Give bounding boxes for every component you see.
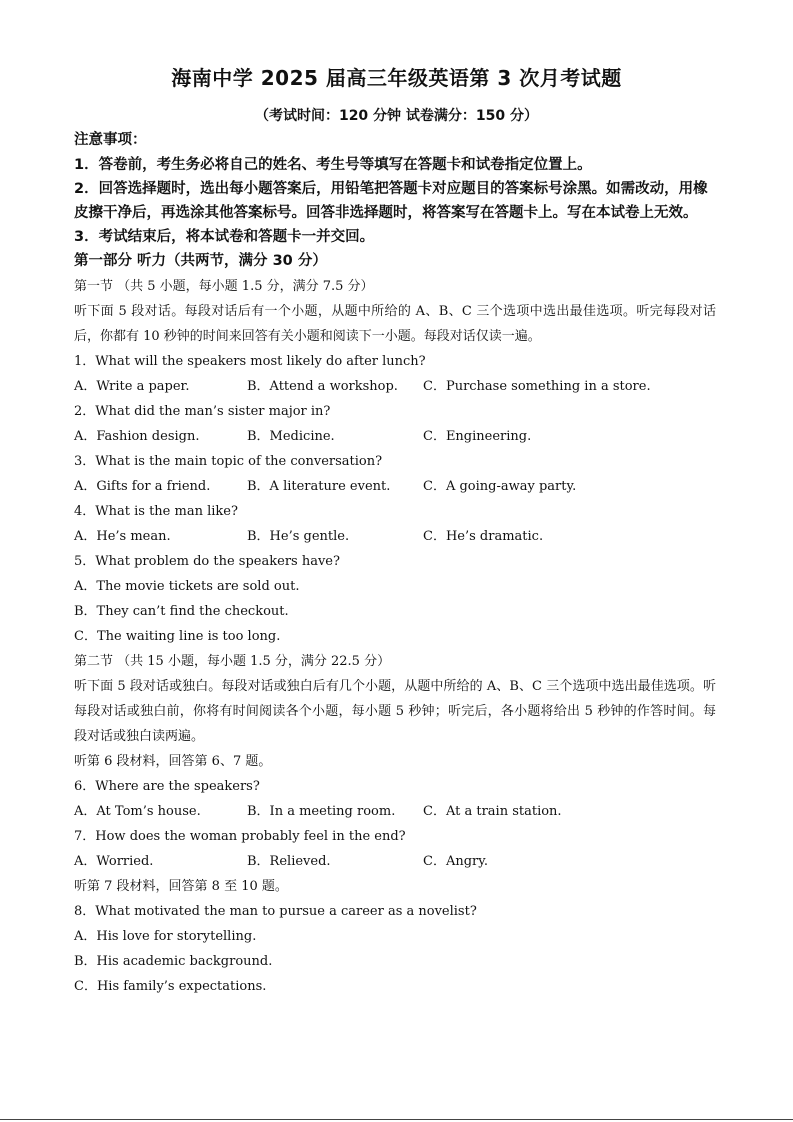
section2-heading: 第二节 （共 15 小题，每小题 1.5 分，满分 22.5 分） — [74, 654, 391, 669]
page-title: 海南中学 2025 届高三年级英语第 3 次月考试题 — [171, 66, 622, 90]
question-stem: 3．What is the main topic of the conversation? — [74, 454, 383, 469]
question-stem: 1．What will the speakers most likely do after lunch? — [74, 354, 426, 369]
part1-heading: 第一部分 听力（共两节，满分 30 分） — [74, 253, 327, 269]
option-b: B．Medicine. — [247, 429, 335, 444]
option-b: B．They can’t find the checkout. — [74, 604, 289, 619]
question-stem: 6．Where are the speakers? — [74, 779, 260, 794]
material-instruction: 听第 7 段材料，回答第 8 至 10 题。 — [74, 879, 288, 894]
question-stem: 7．How does the woman probably feel in the end? — [74, 829, 406, 844]
question-options — [74, 474, 724, 499]
exam-content — [74, 128, 724, 999]
notice-item: 2．回答选择题时，选出每小题答案后，用铅笔把答题卡对应题目的答案标号涂黑。如需改动，用橡皮擦干净后，再选涂其他答案标号。回答非选择题时，将答案写在答题卡上。写在本试卷上无效。 — [74, 181, 708, 221]
option-c: C．Engineering. — [423, 429, 532, 444]
option-c: C．A going-away party. — [423, 479, 577, 494]
option-a: A．The movie tickets are sold out. — [74, 579, 300, 594]
question-options — [74, 849, 724, 874]
section1-instructions: 听下面 5 段对话。每段对话后有一个小题，从题中所给的 A、B、C 三个选项中选出最佳选项。听完每段对话后，你都有 10 秒钟的时间来回答有关小题和阅读下一小题。每段对话仅读一遍。 — [74, 304, 716, 344]
option-b: B．A literature event. — [247, 479, 391, 494]
option-b: B．He’s gentle. — [247, 529, 350, 544]
option-c: C．The waiting line is too long. — [74, 629, 281, 644]
option-a: A．Write a paper. — [74, 379, 190, 394]
option-a: A．Worried. — [74, 854, 154, 869]
option-b: B．In a meeting room. — [247, 804, 396, 819]
option-b: B．His academic background. — [74, 954, 273, 969]
option-c: C．At a train station. — [423, 804, 562, 819]
question-stem: 5．What problem do the speakers have? — [74, 554, 340, 569]
question-options — [74, 424, 724, 449]
option-b: B．Attend a workshop. — [247, 379, 398, 394]
question-stem: 4．What is the man like? — [74, 504, 238, 519]
option-a: A．Fashion design. — [74, 429, 200, 444]
page-bottom-divider — [0, 1119, 793, 1120]
question-stem: 2．What did the man’s sister major in? — [74, 404, 331, 419]
option-a: A．At Tom’s house. — [74, 804, 201, 819]
question-stem: 8．What motivated the man to pursue a career as a novelist? — [74, 904, 477, 919]
notice-item: 3．考试结束后，将本试卷和答题卡一并交回。 — [74, 229, 375, 245]
section2-instructions: 听下面 5 段对话或独白。每段对话或独白后有几个小题，从题中所给的 A、B、C 三个选项中选出最佳选项。听每段对话或独白前，你将有时间阅读各个小题，每小题 5 秒钟；听完后，各小题将给出 5 秒钟的作答时间。每段对话或独白读两遍。 — [74, 679, 716, 744]
option-c: C．He’s dramatic. — [423, 529, 544, 544]
option-c: C．His family’s expectations. — [74, 979, 267, 994]
option-b: B．Relieved. — [247, 854, 331, 869]
notice-item: 1．答卷前，考生务必将自己的姓名、考生号等填写在答题卡和试卷指定位置上。 — [74, 157, 592, 173]
option-c: C．Angry. — [423, 854, 488, 869]
option-a: A．He’s mean. — [74, 529, 171, 544]
option-a: A．Gifts for a friend. — [74, 479, 211, 494]
material-instruction: 听第 6 段材料，回答第 6、7 题。 — [74, 754, 272, 769]
question-options — [74, 374, 724, 399]
section1-heading: 第一节 （共 5 小题，每小题 1.5 分，满分 7.5 分） — [74, 279, 374, 294]
option-a: A．His love for storytelling. — [74, 929, 257, 944]
exam-info: （考试时间：120 分钟 试卷满分：150 分） — [254, 108, 539, 124]
option-c: C．Purchase something in a store. — [423, 379, 651, 394]
notice-heading: 注意事项： — [74, 132, 147, 148]
question-options — [74, 799, 724, 824]
question-options — [74, 524, 724, 549]
